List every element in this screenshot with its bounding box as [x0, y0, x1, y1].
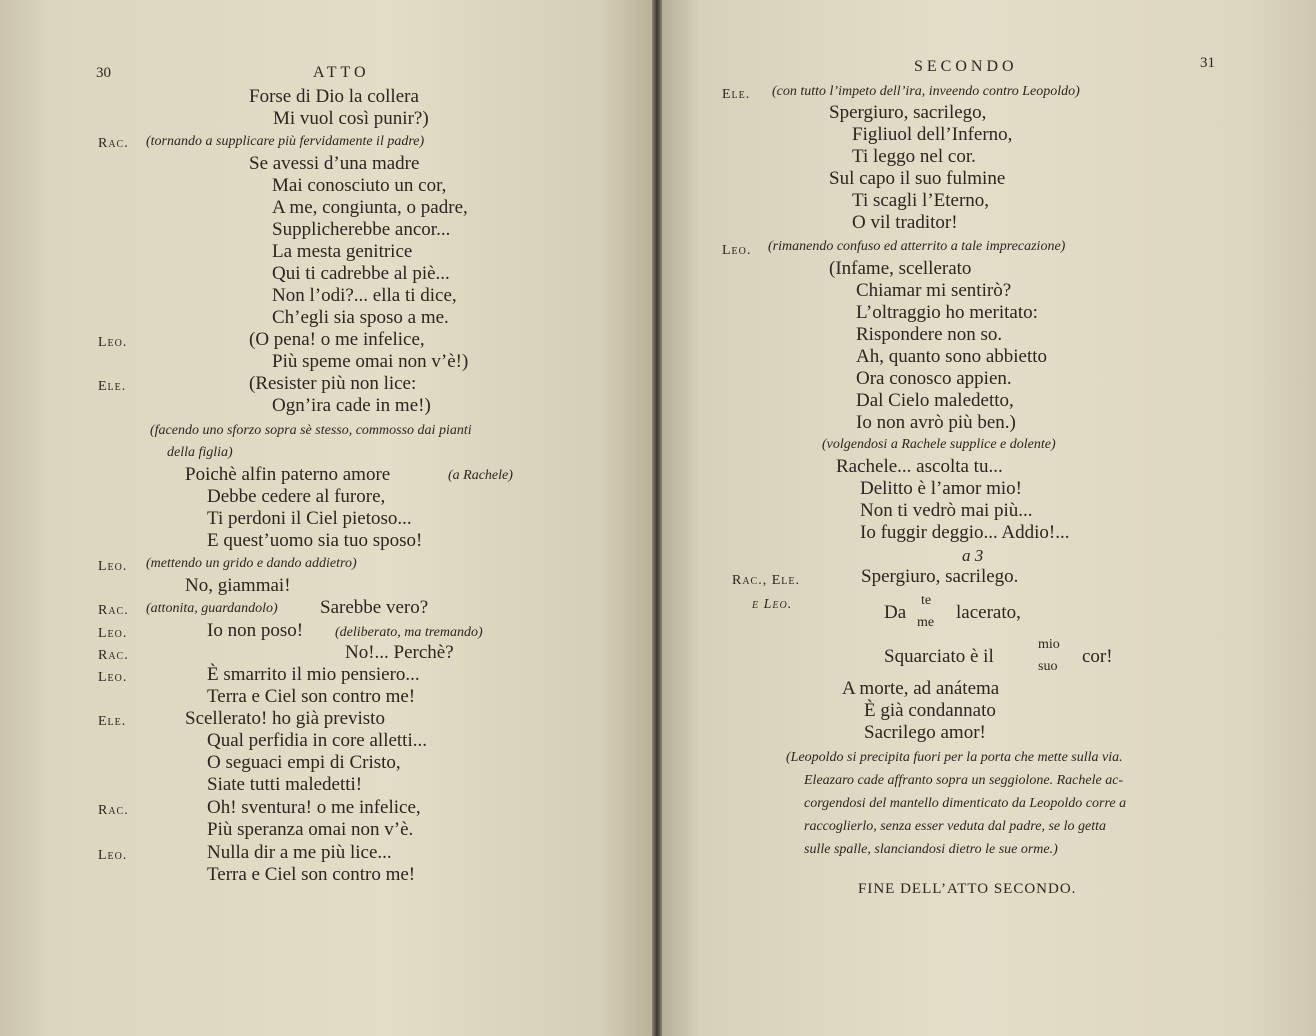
speaker-label: Leo. — [98, 335, 128, 350]
verse-line: Nulla dir a me più lice... — [207, 842, 392, 863]
verse-line: A morte, ad anátema — [842, 678, 1000, 699]
verse-line: Non ti vedrò mai più... — [860, 500, 1033, 521]
verse-line: Poichè alfin paterno amore — [185, 464, 391, 485]
speaker-label: Ele. — [98, 714, 127, 729]
speaker-label: Rac. — [98, 603, 129, 618]
variant-upper: te — [921, 593, 932, 608]
verse-line: Spergiuro, sacrilego. — [861, 566, 1019, 587]
stage-direction: (facendo uno sforzo sopra sè stesso, commosso dai pianti — [150, 423, 472, 438]
stage-direction: (con tutto l’impeto dell’ira, inveendo contro Leopoldo) — [772, 84, 1080, 99]
page-number: 30 — [96, 65, 111, 81]
stage-direction: (attonita, guardandolo) — [146, 601, 278, 616]
verse-line: Debbe cedere al furore, — [207, 486, 386, 507]
variant-lower: suo — [1038, 659, 1058, 674]
speaker-label: Ele. — [722, 87, 751, 102]
stage-direction: (mettendo un grido e dando addietro) — [146, 556, 357, 571]
verse-line: Figliuol dell’Inferno, — [852, 124, 1013, 145]
verse-line: Sarebbe vero? — [320, 597, 429, 618]
running-head: ATTO — [313, 64, 370, 81]
act-end: FINE DELL’ATTO SECONDO. — [858, 881, 1077, 897]
stage-direction: (tornando a supplicare più fervidamente il padre) — [146, 134, 425, 149]
verse-line: (O pena! o me infelice, — [249, 329, 425, 350]
verse-line: Rachele... ascolta tu... — [836, 456, 1003, 477]
speaker-label: Ele. — [98, 379, 127, 394]
variant-lower: me — [917, 615, 935, 630]
verse-line: Se avessi d’una madre — [249, 153, 420, 174]
speaker-label: Leo. — [98, 559, 128, 574]
verse-line: Io non avrò più ben.) — [856, 412, 1016, 433]
stage-direction: corgendosi del mantello dimenticato da Leopoldo corre a — [804, 796, 1127, 811]
verse-line: lacerato, — [956, 602, 1021, 623]
verse-line: Chiamar mi sentirò? — [856, 280, 1012, 301]
verse-line: Scellerato! ho già previsto — [185, 708, 385, 729]
stage-direction: (volgendosi a Rachele supplice e dolente) — [822, 437, 1056, 452]
verse-line: Non l’odi?... ella ti dice, — [272, 285, 457, 306]
verse-line: (Resister più non lice: — [249, 373, 417, 394]
verse-line: Squarciato è il — [884, 646, 994, 667]
speaker-label: Leo. — [98, 848, 128, 863]
verse-line: L’oltraggio ho meritato: — [856, 302, 1038, 323]
verse-line: Più speranza omai non v’è. — [207, 819, 414, 840]
variant-upper: mio — [1038, 637, 1060, 652]
stage-direction: (deliberato, ma tremando) — [335, 625, 483, 640]
speaker-label: Rac. — [98, 136, 129, 151]
verse-line: Ti leggo nel cor. — [852, 146, 976, 167]
verse-line: Rispondere non so. — [856, 324, 1003, 345]
page-number: 31 — [1200, 55, 1215, 71]
stage-direction: della figlia) — [167, 445, 233, 460]
speaker-label: Rac., Ele. — [732, 573, 800, 588]
verse-line: Io non poso! — [207, 620, 304, 641]
verse-line: Da — [884, 602, 907, 623]
stage-direction: Eleazaro cade affranto sopra un seggiolone. Rachele ac- — [804, 773, 1124, 788]
verse-line: Siate tutti maledetti! — [207, 774, 363, 795]
speaker-label: Rac. — [98, 803, 129, 818]
verse-line: È già condannato — [864, 700, 996, 721]
left-page — [0, 0, 652, 1036]
verse-line: cor! — [1082, 646, 1113, 667]
stage-direction: (rimanendo confuso ed atterrito a tale imprecazione) — [768, 239, 1066, 254]
running-head: SECONDO — [914, 58, 1018, 75]
verse-line: Terra e Ciel son contro me! — [207, 686, 416, 707]
verse-line: Supplicherebbe ancor... — [272, 219, 451, 240]
stage-direction: sulle spalle, slanciandosi dietro le sue orme.) — [804, 842, 1058, 857]
speaker-label: e Leo. — [752, 597, 793, 612]
verse-line: Mi vuol così punir?) — [273, 108, 429, 129]
verse-line: Sacrilego amor! — [864, 722, 986, 743]
stage-direction: (Leopoldo si precipita fuori per la porta che mette sulla via. — [786, 750, 1123, 765]
verse-line: Ora conosco appien. — [856, 368, 1012, 389]
verse-line: Ch’egli sia sposo a me. — [272, 307, 449, 328]
speaker-label: Leo. — [722, 243, 752, 258]
book-spine — [652, 0, 662, 1036]
verse-line: È smarrito il mio pensiero... — [207, 664, 420, 685]
speaker-label: Leo. — [98, 626, 128, 641]
verse-line: Dal Cielo maledetto, — [856, 390, 1014, 411]
verse-line: Ti perdoni il Ciel pietoso... — [207, 508, 412, 529]
verse-line: (Infame, scellerato — [829, 258, 972, 279]
verse-line: Più speme omai non v’è!) — [272, 351, 469, 372]
verse-line: Delitto è l’amor mio! — [860, 478, 1022, 499]
verse-line: Spergiuro, sacrilego, — [829, 102, 987, 123]
verse-line: A me, congiunta, o padre, — [272, 197, 468, 218]
right-page — [662, 0, 1316, 1036]
speaker-label: Leo. — [98, 670, 128, 685]
verse-line: Terra e Ciel son contro me! — [207, 864, 416, 885]
verse-line: Ogn’ira cade in me!) — [272, 395, 431, 416]
ensemble-marker: a 3 — [962, 546, 984, 565]
verse-line: Qui ti cadrebbe al piè... — [272, 263, 450, 284]
verse-line: Ti scagli l’Eterno, — [852, 190, 990, 211]
verse-line: Qual perfidia in core alletti... — [207, 730, 427, 751]
verse-line: La mesta genitrice — [272, 241, 413, 262]
verse-line: Io fuggir deggio... Addio!... — [860, 522, 1070, 543]
verse-line: Oh! sventura! o me infelice, — [207, 797, 421, 818]
stage-direction: raccoglierlo, senza esser veduta dal padre, se lo getta — [804, 819, 1106, 834]
verse-line: Mai conosciuto un cor, — [272, 175, 447, 196]
verse-line: Forse di Dio la collera — [249, 86, 419, 107]
verse-line: E quest’uomo sia tuo sposo! — [207, 530, 423, 551]
speaker-label: Rac. — [98, 648, 129, 663]
stage-direction: (a Rachele) — [448, 468, 513, 483]
verse-line: O seguaci empi di Cristo, — [207, 752, 401, 773]
verse-line: Sul capo il suo fulmine — [829, 168, 1006, 189]
verse-line: O vil traditor! — [852, 212, 958, 233]
verse-line: No!... Perchè? — [345, 642, 454, 663]
verse-line: No, giammai! — [185, 575, 291, 596]
verse-line: Ah, quanto sono abbietto — [856, 346, 1048, 367]
